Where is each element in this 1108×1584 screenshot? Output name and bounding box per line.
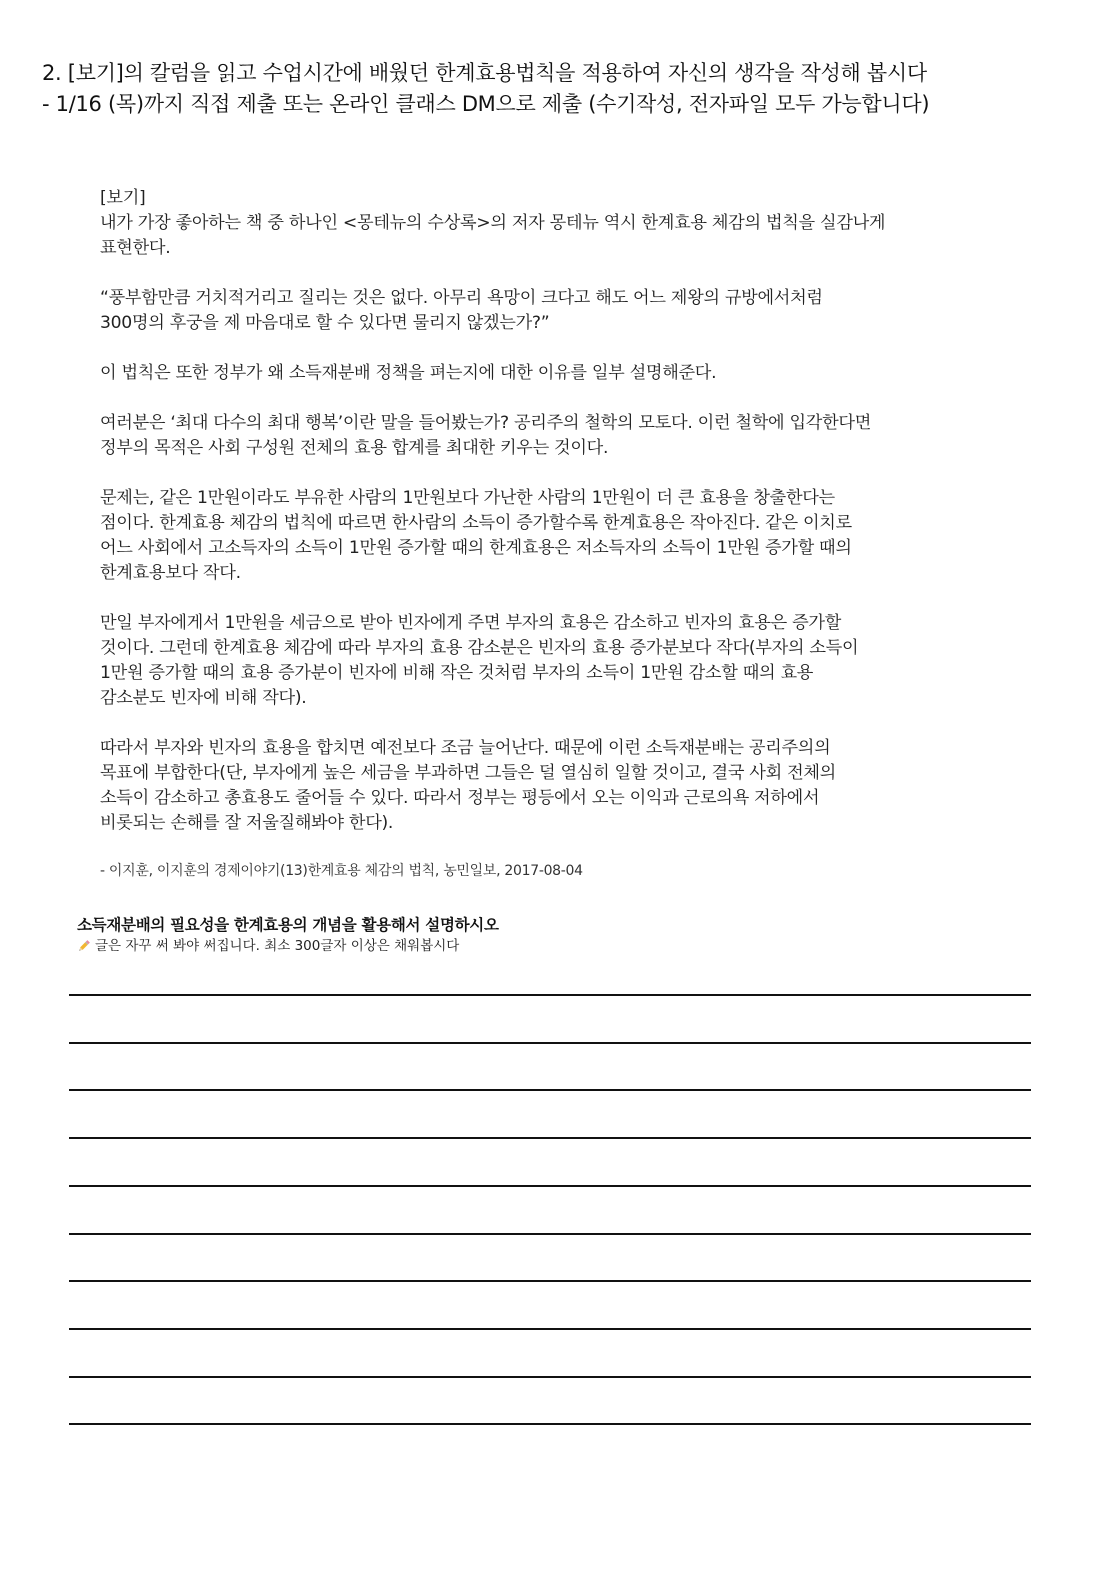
assignment-instruction: 2. [보기]의 칼럼을 읽고 수업시간에 배웠던 한계효용법칙을 적용하여 자신의 생각을 작성해 봅시다 xyxy=(42,61,927,85)
answer-line[interactable] xyxy=(69,1328,1031,1330)
passage-paragraph xyxy=(100,211,1000,261)
passage-line: 300명의 후궁을 제 마음대로 할 수 있다면 물리지 않겠는가?” xyxy=(100,313,550,333)
question-hint xyxy=(77,936,1037,956)
passage-label: [보기] xyxy=(100,188,146,208)
answer-line[interactable] xyxy=(69,1423,1031,1425)
passage-line: 1만원 증가할 때의 효용 증가분이 빈자에 비해 작은 것처럼 부자의 소득이 1만원 감소할 때의 효용 xyxy=(100,663,814,683)
passage-line: 비롯되는 손해를 잘 저울질해봐야 한다). xyxy=(100,813,394,833)
passage-line: 소득이 감소하고 총효용도 줄어들 수 있다. 따라서 정부는 평등에서 오는 이익과 근로의욕 저하에서 xyxy=(100,788,820,808)
question-prompt xyxy=(77,914,1037,956)
hint-text: 글은 자꾸 써 봐야 써집니다. 최소 300글자 이상은 채워봅시다 xyxy=(95,938,460,954)
passage-line: “풍부함만큼 거치적거리고 질리는 것은 없다. 아무리 욕망이 크다고 해도 어느 제왕의 규방에서처럼 xyxy=(100,288,823,308)
answer-line[interactable] xyxy=(69,1137,1031,1139)
answer-line[interactable] xyxy=(69,1042,1031,1044)
passage-paragraph xyxy=(100,286,1000,336)
passage-paragraph xyxy=(100,736,1000,836)
passage-line: 한계효용보다 작다. xyxy=(100,563,241,583)
passage-line: 문제는, 같은 1만원이라도 부유한 사람의 1만원보다 가난한 사람의 1만원이 더 큰 효용을 창출한다는 xyxy=(100,488,835,508)
passage-line: 점이다. 한계효용 체감의 법칙에 따르면 한사람의 소득이 증가할수록 한계효용은 작아진다. 같은 이치로 xyxy=(100,513,852,533)
question-title: 소득재분배의 필요성을 한계효용의 개념을 활용해서 설명하시오 xyxy=(77,916,499,934)
passage-paragraph xyxy=(100,611,1000,711)
pencil-icon xyxy=(77,939,91,953)
answer-line[interactable] xyxy=(69,1233,1031,1235)
passage-line: 표현한다. xyxy=(100,238,171,258)
passage-paragraphs xyxy=(100,211,1000,836)
answer-line[interactable] xyxy=(69,994,1031,996)
passage-line: 따라서 부자와 빈자의 효용을 합치면 예전보다 조금 늘어난다. 때문에 이런 소득재분배는 공리주의의 xyxy=(100,738,831,758)
reading-passage xyxy=(100,186,1000,881)
passage-line: 어느 사회에서 고소득자의 소득이 1만원 증가할 때의 한계효용은 저소득자의 소득이 1만원 증가할 때의 xyxy=(100,538,852,558)
passage-paragraph xyxy=(100,486,1000,586)
passage-line: 정부의 목적은 사회 구성원 전체의 효용 합계를 최대한 키우는 것이다. xyxy=(100,438,609,458)
passage-line: 감소분도 빈자에 비해 작다). xyxy=(100,688,307,708)
passage-line: 만일 부자에게서 1만원을 세금으로 받아 빈자에게 주면 부자의 효용은 감소하고 빈자의 효용은 증가할 xyxy=(100,613,842,633)
answer-line[interactable] xyxy=(69,1089,1031,1091)
answer-line[interactable] xyxy=(69,1376,1031,1378)
passage-line: 목표에 부합한다(단, 부자에게 높은 세금을 부과하면 그들은 덜 열심히 일할 것이고, 결국 사회 전체의 xyxy=(100,763,836,783)
answer-line[interactable] xyxy=(69,1185,1031,1187)
passage-citation: - 이지훈, 이지훈의 경제이야기(13)한계효용 체감의 법칙, 농민일보, 2017-08-04 xyxy=(100,863,583,879)
passage-paragraph xyxy=(100,411,1000,461)
passage-line: 이 법칙은 또한 정부가 왜 소득재분배 정책을 펴는지에 대한 이유를 일부 설명해준다. xyxy=(100,363,717,383)
assignment-header xyxy=(42,58,1082,120)
passage-line: 것이다. 그런데 한계효용 체감에 따라 부자의 효용 감소분은 빈자의 효용 증가분보다 작다(부자의 소득이 xyxy=(100,638,859,658)
passage-paragraph xyxy=(100,361,1000,386)
passage-line: 여러분은 ‘최대 다수의 최대 행복’이란 말을 들어봤는가? 공리주의 철학의 모토다. 이런 철학에 입각한다면 xyxy=(100,413,872,433)
submission-deadline: - 1/16 (목)까지 직접 제출 또는 온라인 클래스 DM으로 제출 (수기작성, 전자파일 모두 가능합니다) xyxy=(42,92,930,116)
answer-line[interactable] xyxy=(69,1280,1031,1282)
passage-line: 내가 가장 좋아하는 책 중 하나인 <몽테뉴의 수상록>의 저자 몽테뉴 역시 한계효용 체감의 법칙을 실감나게 xyxy=(100,213,886,233)
